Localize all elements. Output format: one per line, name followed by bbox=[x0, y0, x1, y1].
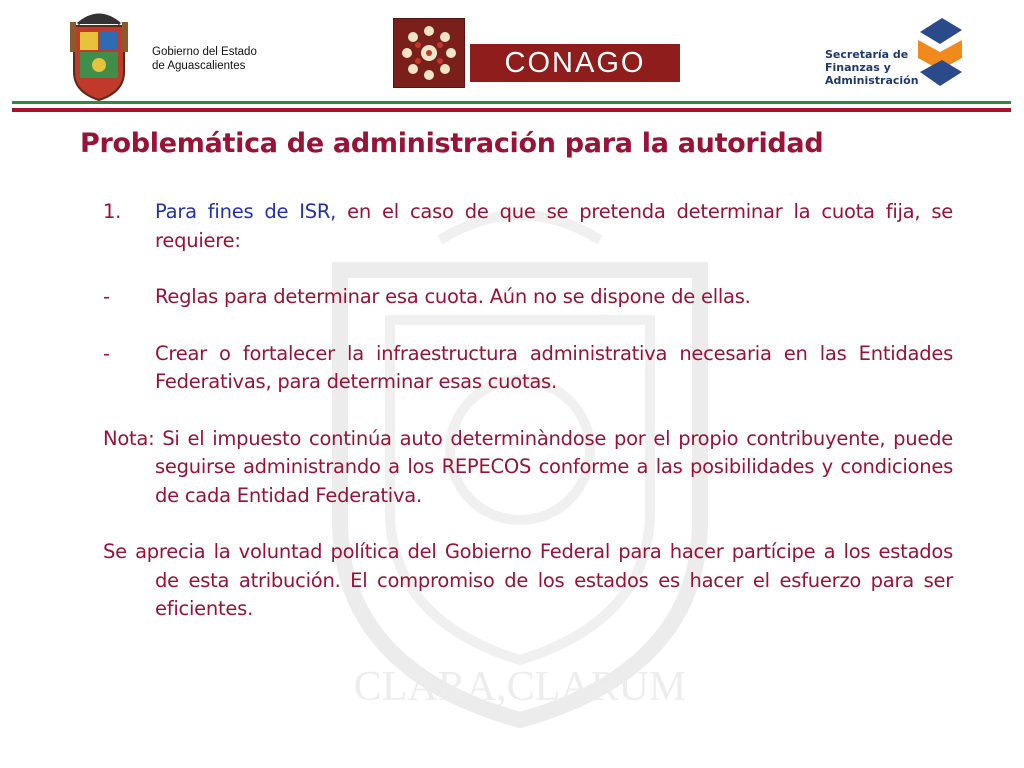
list-marker: - bbox=[103, 285, 110, 308]
isr-highlight: Para fines de ISR, bbox=[155, 200, 337, 223]
reglas-text: Reglas para determinar esa cuota. Aún no se dispone de ellas. bbox=[155, 285, 751, 308]
header-rule-red bbox=[12, 108, 1011, 112]
sfa-s-logo-icon bbox=[912, 14, 966, 90]
slide-title: Problemática de administración para la autoridad bbox=[80, 128, 824, 159]
conago-wordmark: CONAGO bbox=[470, 44, 680, 82]
gov-line-2: de Aguascalientes bbox=[152, 60, 246, 72]
sfa-label bbox=[825, 48, 919, 87]
aguascalientes-crest-logo bbox=[66, 8, 132, 102]
header-rule-green bbox=[12, 101, 1011, 104]
closing-paragraph: Se aprecia la voluntad política del Gobierno Federal para hacer partícipe a los estados de esta atribución. El compromiso de los estados es hacer el esfuerzo para ser eficientes. bbox=[103, 540, 953, 620]
slide-body bbox=[103, 198, 953, 652]
list-marker: 1. bbox=[103, 200, 122, 223]
note-paragraph: Nota: Si el impuesto continúa auto determinàndose por el propio contribuyente, puede seguirse administrando a los REPECOS conforme a las posibilidades y condiciones de cada Entidad Federativa. bbox=[103, 426, 953, 507]
sfa-line-3: Administración bbox=[825, 74, 919, 87]
gobierno-del-estado-label bbox=[152, 45, 257, 73]
list-item-isr bbox=[103, 198, 953, 255]
watermark-motto: CLARA,CLARUM bbox=[353, 664, 687, 710]
list-item-reglas bbox=[103, 283, 953, 312]
sfa-line-2: Finanzas y bbox=[825, 61, 891, 74]
list-marker: - bbox=[103, 341, 110, 365]
isr-text: en el caso de que se pretenda determinar la cuota fija, se requiere: bbox=[155, 200, 953, 252]
list-item-infraestructura bbox=[103, 340, 953, 397]
conago-emblem-logo bbox=[393, 18, 465, 88]
infraestructura-text: Crear o fortalecer la infraestructura administrativa necesaria en las Entidades Federativas, para determinar esas cuotas. bbox=[155, 341, 953, 393]
gov-line-1: Gobierno del Estado bbox=[152, 46, 257, 58]
sfa-line-1: Secretaría de bbox=[825, 48, 909, 61]
